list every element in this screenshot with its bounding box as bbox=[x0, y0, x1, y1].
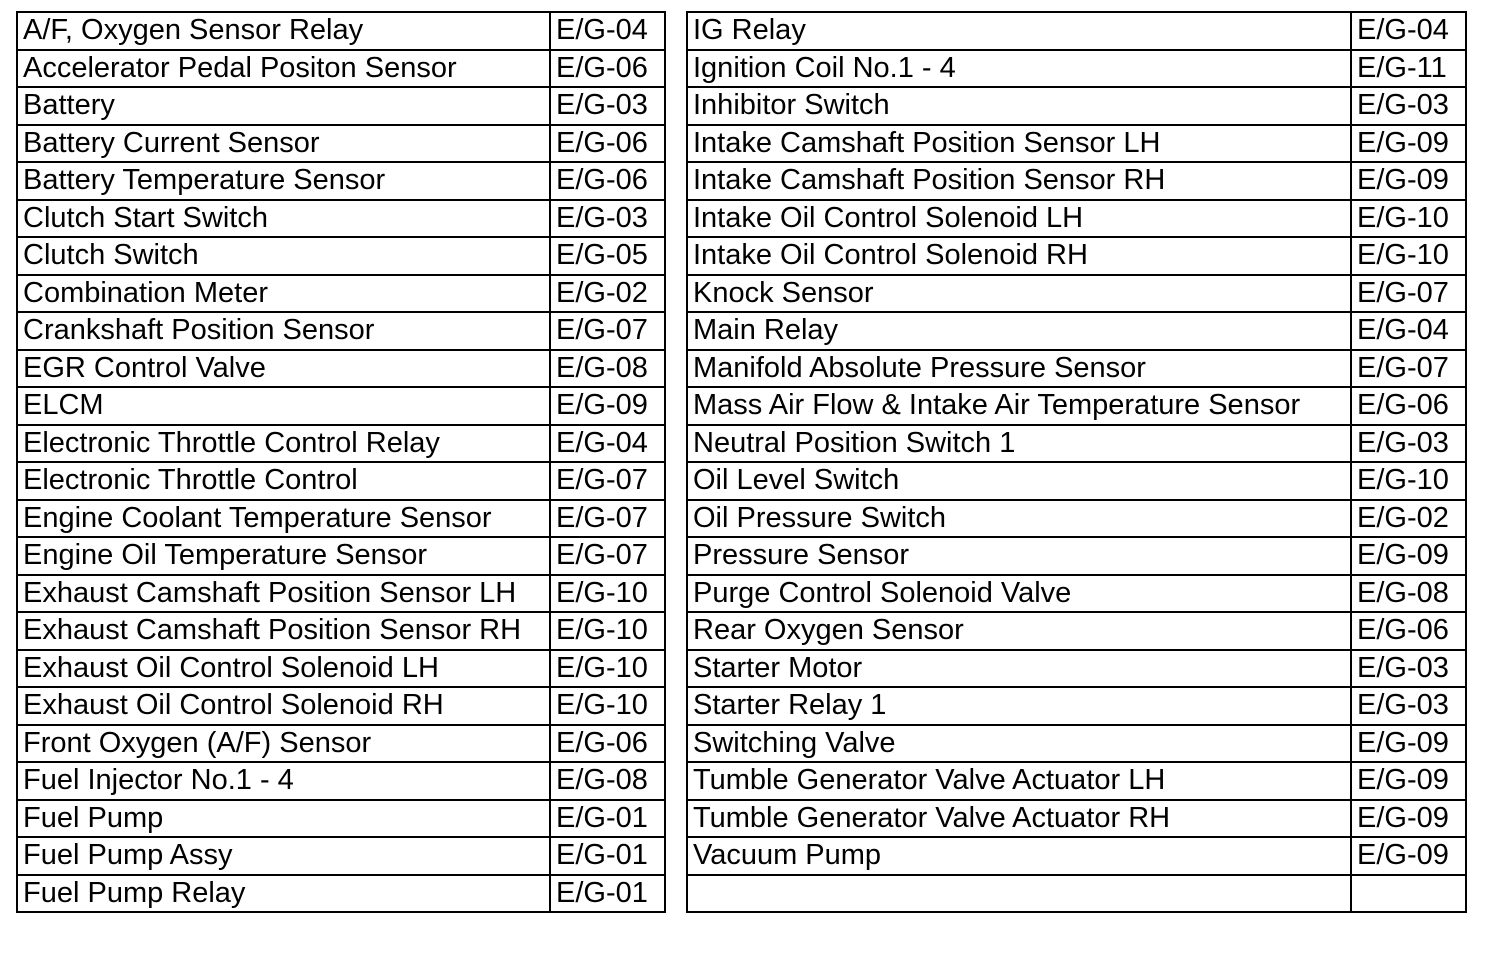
component-name: Battery Current Sensor bbox=[17, 125, 550, 163]
diagram-code: E/G-08 bbox=[550, 762, 665, 800]
diagram-code: E/G-10 bbox=[1351, 462, 1466, 500]
diagram-code: E/G-09 bbox=[1351, 162, 1466, 200]
table-row bbox=[687, 125, 1466, 163]
diagram-code: E/G-03 bbox=[1351, 687, 1466, 725]
table-row bbox=[17, 387, 665, 425]
table-row bbox=[17, 162, 665, 200]
diagram-code: E/G-06 bbox=[550, 725, 665, 763]
table-row bbox=[17, 237, 665, 275]
diagram-code: E/G-10 bbox=[550, 575, 665, 613]
component-name: Starter Motor bbox=[687, 650, 1351, 688]
table-row bbox=[687, 462, 1466, 500]
diagram-code: E/G-07 bbox=[550, 312, 665, 350]
component-name: ELCM bbox=[17, 387, 550, 425]
table-row bbox=[687, 275, 1466, 313]
component-name: Battery Temperature Sensor bbox=[17, 162, 550, 200]
diagram-code: E/G-05 bbox=[550, 237, 665, 275]
table-row bbox=[17, 537, 665, 575]
table-row bbox=[687, 237, 1466, 275]
component-name: Clutch Start Switch bbox=[17, 200, 550, 238]
component-name: IG Relay bbox=[687, 12, 1351, 50]
diagram-code: E/G-10 bbox=[550, 612, 665, 650]
component-name: Tumble Generator Valve Actuator RH bbox=[687, 800, 1351, 838]
diagram-code: E/G-09 bbox=[550, 387, 665, 425]
table-row bbox=[687, 687, 1466, 725]
diagram-code: E/G-04 bbox=[550, 12, 665, 50]
diagram-code: E/G-01 bbox=[550, 875, 665, 913]
table-row bbox=[687, 875, 1466, 913]
diagram-code: E/G-06 bbox=[550, 125, 665, 163]
diagram-code: E/G-03 bbox=[1351, 425, 1466, 463]
table-row bbox=[17, 762, 665, 800]
table-row bbox=[17, 650, 665, 688]
table-row bbox=[687, 612, 1466, 650]
table-row bbox=[687, 762, 1466, 800]
component-name: Purge Control Solenoid Valve bbox=[687, 575, 1351, 613]
component-name: Electronic Throttle Control Relay bbox=[17, 425, 550, 463]
diagram-code: E/G-04 bbox=[550, 425, 665, 463]
component-name: Pressure Sensor bbox=[687, 537, 1351, 575]
diagram-code: E/G-10 bbox=[550, 687, 665, 725]
component-name: Exhaust Oil Control Solenoid LH bbox=[17, 650, 550, 688]
diagram-code: E/G-08 bbox=[550, 350, 665, 388]
component-name: Engine Oil Temperature Sensor bbox=[17, 537, 550, 575]
component-name: Oil Pressure Switch bbox=[687, 500, 1351, 538]
component-name: Clutch Switch bbox=[17, 237, 550, 275]
diagram-code: E/G-03 bbox=[1351, 87, 1466, 125]
diagram-code: E/G-09 bbox=[1351, 800, 1466, 838]
table-row bbox=[17, 12, 665, 50]
diagram-code: E/G-07 bbox=[550, 500, 665, 538]
table-row bbox=[687, 350, 1466, 388]
table-row bbox=[687, 162, 1466, 200]
table-row bbox=[17, 800, 665, 838]
diagram-code: E/G-07 bbox=[1351, 275, 1466, 313]
diagram-code: E/G-09 bbox=[1351, 125, 1466, 163]
diagram-code: E/G-03 bbox=[1351, 650, 1466, 688]
diagram-code: E/G-10 bbox=[550, 650, 665, 688]
component-name: Intake Camshaft Position Sensor LH bbox=[687, 125, 1351, 163]
table-row bbox=[17, 725, 665, 763]
diagram-code: E/G-09 bbox=[1351, 725, 1466, 763]
table-row bbox=[17, 350, 665, 388]
table-row bbox=[687, 312, 1466, 350]
table-row bbox=[17, 575, 665, 613]
diagram-code: E/G-02 bbox=[1351, 500, 1466, 538]
table-row bbox=[687, 537, 1466, 575]
component-name: EGR Control Valve bbox=[17, 350, 550, 388]
table-row bbox=[17, 687, 665, 725]
component-name: Intake Oil Control Solenoid LH bbox=[687, 200, 1351, 238]
component-name: Intake Camshaft Position Sensor RH bbox=[687, 162, 1351, 200]
component-name: Fuel Pump Assy bbox=[17, 837, 550, 875]
component-name: Ignition Coil No.1 - 4 bbox=[687, 50, 1351, 88]
component-name: Fuel Pump Relay bbox=[17, 875, 550, 913]
component-name: Switching Valve bbox=[687, 725, 1351, 763]
component-name: A/F, Oxygen Sensor Relay bbox=[17, 12, 550, 50]
table-row bbox=[687, 12, 1466, 50]
diagram-code: E/G-09 bbox=[1351, 762, 1466, 800]
table-row bbox=[687, 200, 1466, 238]
left-index-body bbox=[17, 12, 665, 912]
component-name: Fuel Injector No.1 - 4 bbox=[17, 762, 550, 800]
table-row bbox=[687, 575, 1466, 613]
component-name: Exhaust Oil Control Solenoid RH bbox=[17, 687, 550, 725]
component-name: Tumble Generator Valve Actuator LH bbox=[687, 762, 1351, 800]
component-name: Knock Sensor bbox=[687, 275, 1351, 313]
table-row bbox=[17, 312, 665, 350]
component-name: Exhaust Camshaft Position Sensor LH bbox=[17, 575, 550, 613]
component-name: Inhibitor Switch bbox=[687, 87, 1351, 125]
component-name: Combination Meter bbox=[17, 275, 550, 313]
right-index-table bbox=[686, 11, 1467, 913]
component-name: Starter Relay 1 bbox=[687, 687, 1351, 725]
component-name: Intake Oil Control Solenoid RH bbox=[687, 237, 1351, 275]
diagram-code: E/G-07 bbox=[550, 462, 665, 500]
component-name: Manifold Absolute Pressure Sensor bbox=[687, 350, 1351, 388]
diagram-code: E/G-07 bbox=[1351, 350, 1466, 388]
diagram-code: E/G-09 bbox=[1351, 837, 1466, 875]
table-row bbox=[687, 800, 1466, 838]
right-index-body bbox=[687, 12, 1466, 912]
diagram-code: E/G-04 bbox=[1351, 12, 1466, 50]
component-name: Electronic Throttle Control bbox=[17, 462, 550, 500]
table-row bbox=[17, 50, 665, 88]
component-name: Main Relay bbox=[687, 312, 1351, 350]
table-row bbox=[17, 462, 665, 500]
component-name: Mass Air Flow & Intake Air Temperature Sensor bbox=[687, 387, 1351, 425]
component-name bbox=[687, 875, 1351, 913]
table-row bbox=[687, 425, 1466, 463]
diagram-code bbox=[1351, 875, 1466, 913]
component-name: Battery bbox=[17, 87, 550, 125]
component-name: Neutral Position Switch 1 bbox=[687, 425, 1351, 463]
table-row bbox=[17, 875, 665, 913]
component-name: Oil Level Switch bbox=[687, 462, 1351, 500]
diagram-code: E/G-03 bbox=[550, 87, 665, 125]
table-row bbox=[687, 387, 1466, 425]
table-row bbox=[687, 725, 1466, 763]
diagram-code: E/G-01 bbox=[550, 837, 665, 875]
diagram-code: E/G-06 bbox=[550, 50, 665, 88]
table-row bbox=[17, 500, 665, 538]
table-row bbox=[687, 50, 1466, 88]
table-row bbox=[17, 200, 665, 238]
diagram-code: E/G-01 bbox=[550, 800, 665, 838]
diagram-code: E/G-04 bbox=[1351, 312, 1466, 350]
component-name: Exhaust Camshaft Position Sensor RH bbox=[17, 612, 550, 650]
diagram-code: E/G-06 bbox=[1351, 612, 1466, 650]
table-row bbox=[17, 125, 665, 163]
component-name: Rear Oxygen Sensor bbox=[687, 612, 1351, 650]
table-row bbox=[687, 87, 1466, 125]
diagram-code: E/G-07 bbox=[550, 537, 665, 575]
table-row bbox=[687, 837, 1466, 875]
diagram-code: E/G-03 bbox=[550, 200, 665, 238]
component-name: Front Oxygen (A/F) Sensor bbox=[17, 725, 550, 763]
diagram-code: E/G-08 bbox=[1351, 575, 1466, 613]
component-name: Vacuum Pump bbox=[687, 837, 1351, 875]
component-name: Crankshaft Position Sensor bbox=[17, 312, 550, 350]
table-row bbox=[17, 425, 665, 463]
diagram-code: E/G-10 bbox=[1351, 200, 1466, 238]
left-index-table bbox=[16, 11, 666, 913]
diagram-code: E/G-09 bbox=[1351, 537, 1466, 575]
diagram-code: E/G-02 bbox=[550, 275, 665, 313]
diagram-code: E/G-10 bbox=[1351, 237, 1466, 275]
diagram-code: E/G-06 bbox=[1351, 387, 1466, 425]
table-row bbox=[17, 87, 665, 125]
component-name: Accelerator Pedal Positon Sensor bbox=[17, 50, 550, 88]
diagram-code: E/G-06 bbox=[550, 162, 665, 200]
table-row bbox=[687, 500, 1466, 538]
component-name: Fuel Pump bbox=[17, 800, 550, 838]
table-row bbox=[687, 650, 1466, 688]
component-name: Engine Coolant Temperature Sensor bbox=[17, 500, 550, 538]
diagram-code: E/G-11 bbox=[1351, 50, 1466, 88]
table-row bbox=[17, 837, 665, 875]
table-row bbox=[17, 275, 665, 313]
table-row bbox=[17, 612, 665, 650]
